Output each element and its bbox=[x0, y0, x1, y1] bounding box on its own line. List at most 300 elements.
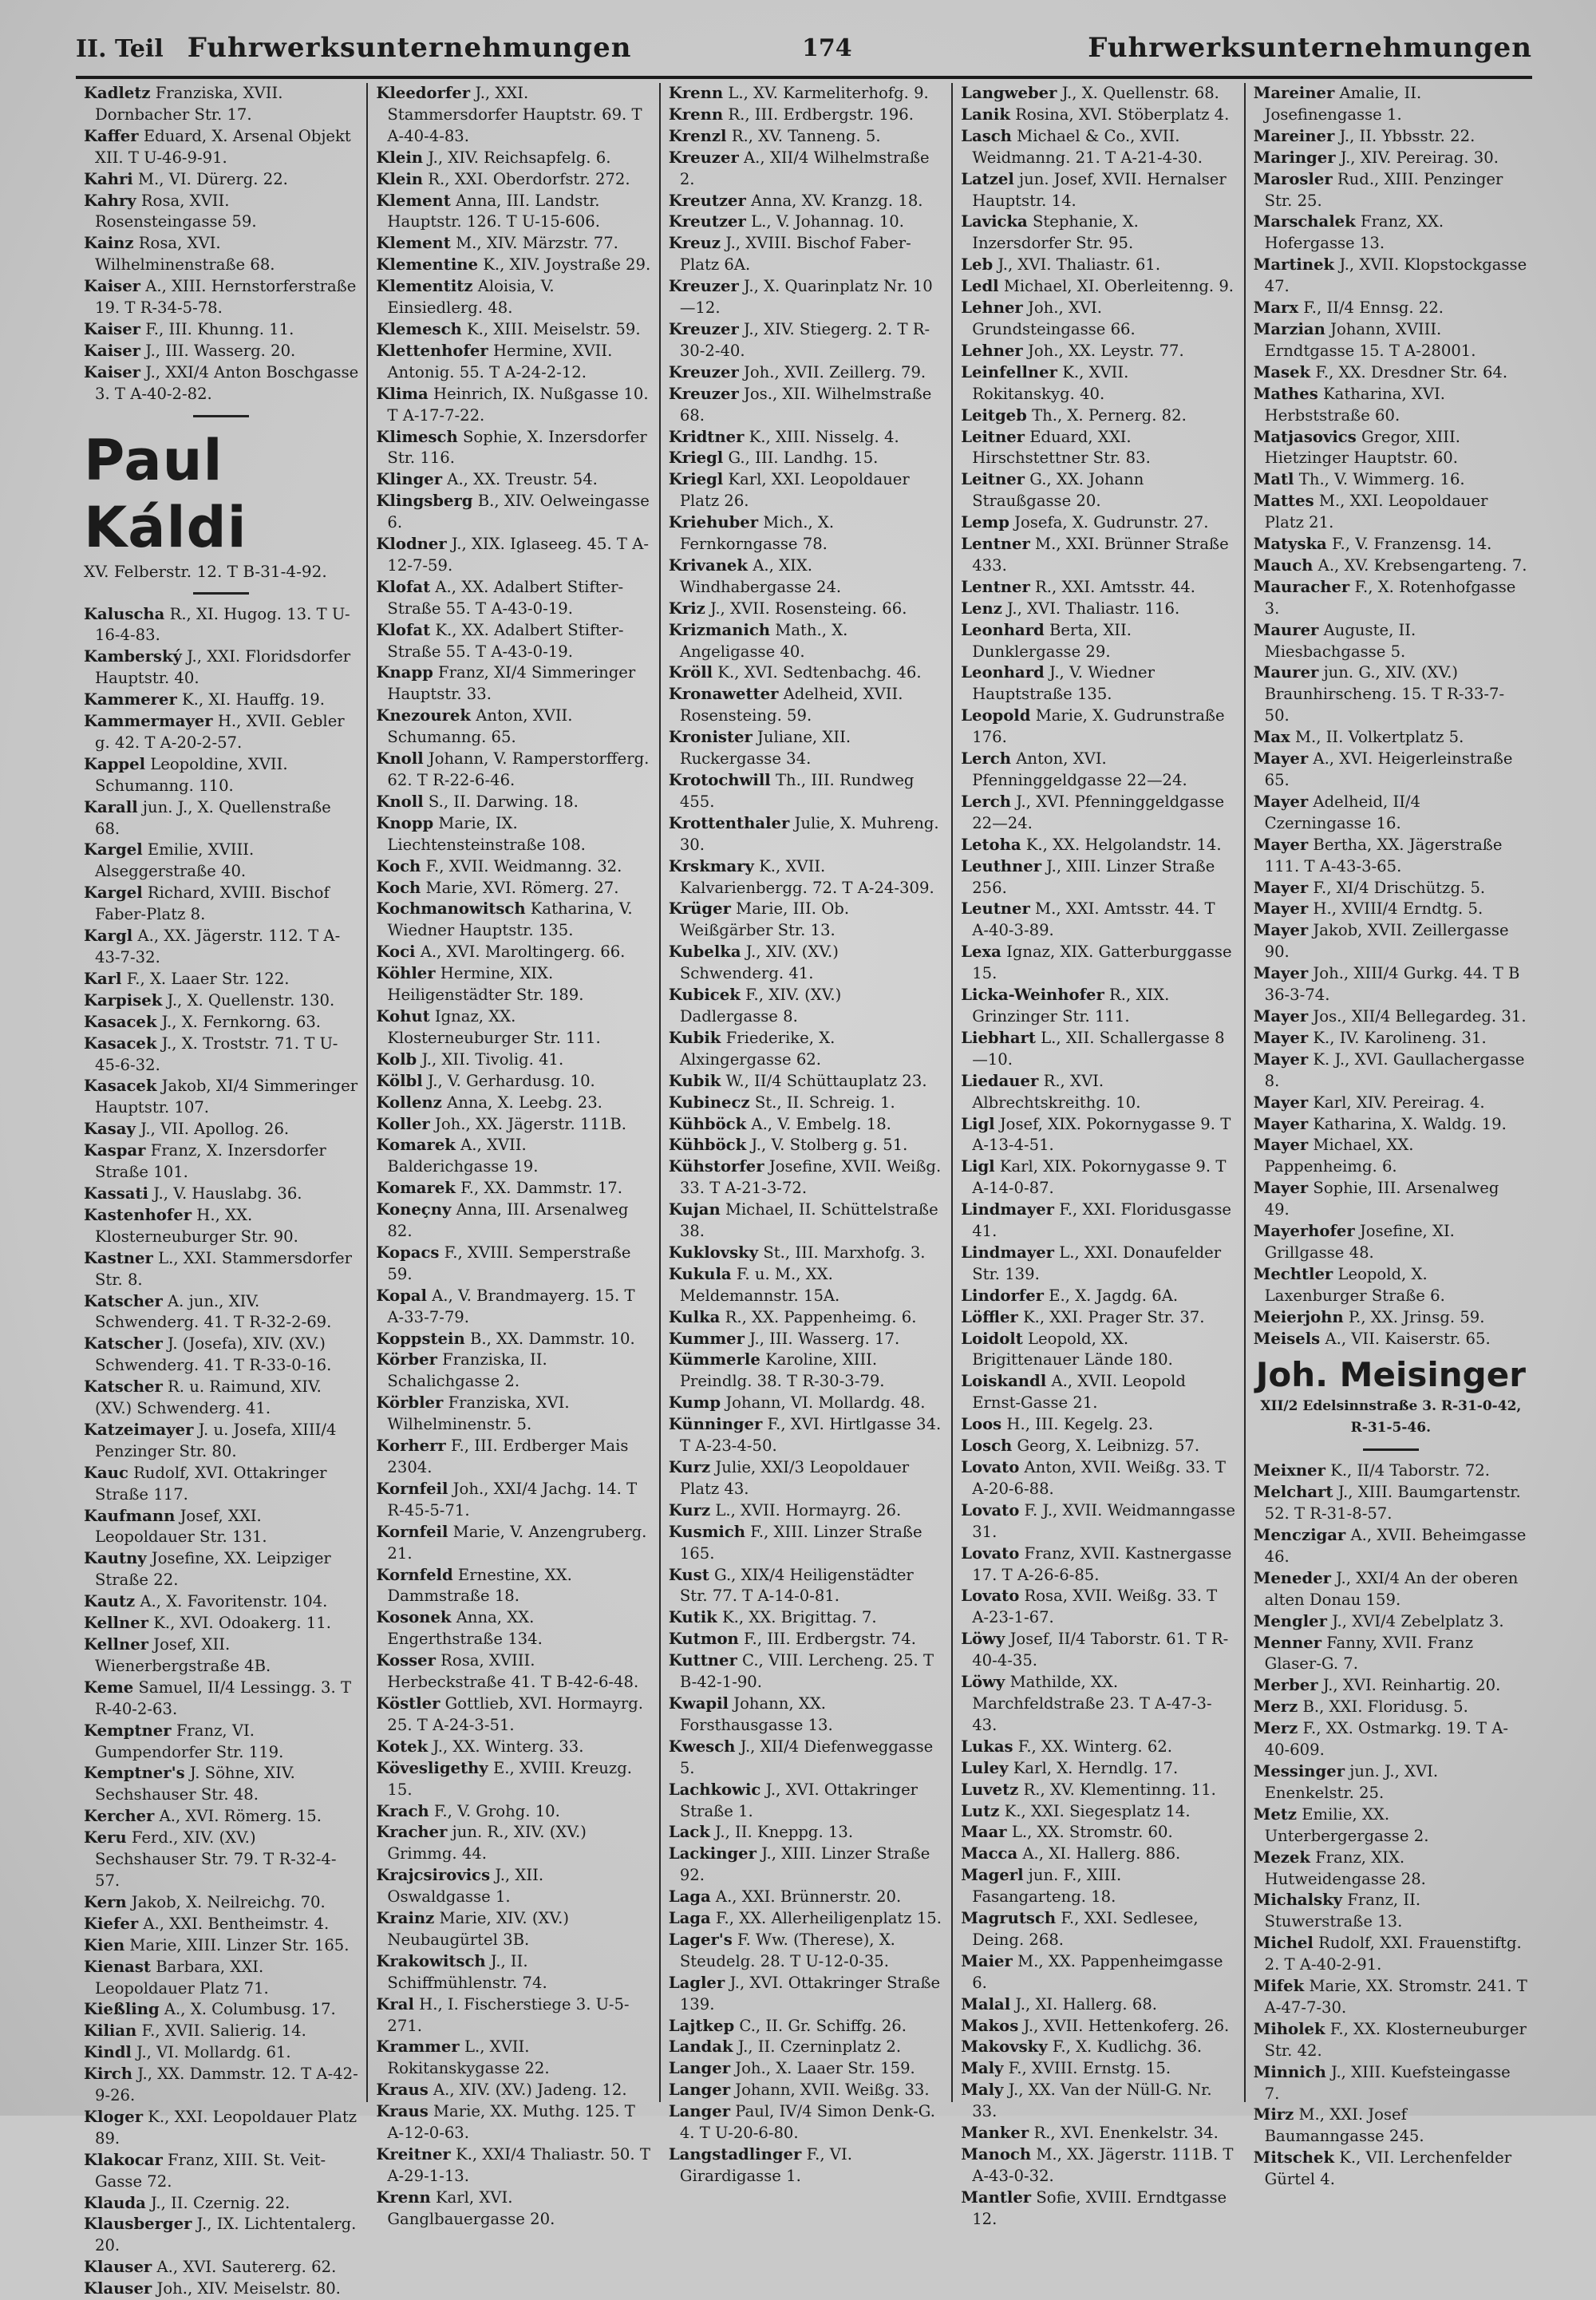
entry-details: E., XVIII. Kreuzg. 15. bbox=[387, 1758, 633, 1799]
directory-entry bbox=[1254, 1718, 1528, 1761]
directory-entry bbox=[1254, 835, 1528, 878]
directory-entry bbox=[376, 1737, 650, 1758]
directory-entry bbox=[1254, 384, 1528, 427]
directory-entry bbox=[1254, 83, 1528, 126]
entry-details: Michael, XI. Oberleitenng. 9. bbox=[1003, 277, 1235, 296]
entry-details: L., XVII. Rokitanskygasse 22. bbox=[387, 2037, 550, 2078]
entry-name: Klima bbox=[376, 384, 429, 403]
entry-details: Joh., X. Laaer Str. 159. bbox=[735, 2059, 915, 2078]
directory-entry bbox=[376, 899, 650, 942]
directory-entry bbox=[1254, 1307, 1528, 1329]
directory-entry bbox=[376, 1650, 650, 1693]
directory-entry bbox=[669, 126, 943, 148]
directory-entry bbox=[961, 2037, 1235, 2058]
directory-entry bbox=[1254, 1264, 1528, 1307]
directory-entry bbox=[376, 83, 650, 148]
entry-name: Lovato bbox=[961, 1458, 1020, 1476]
entry-name: Kridtner bbox=[668, 427, 745, 446]
entry-details: J. (Josefa), XIV. (XV.) Schwenderg. 41. T R-33-0-16. bbox=[95, 1334, 332, 1375]
page-number: 174 bbox=[802, 34, 852, 62]
entry-name: Mayer bbox=[1253, 792, 1309, 811]
directory-entry bbox=[669, 1500, 943, 1522]
directory-entry bbox=[669, 1350, 943, 1393]
header-rule bbox=[76, 76, 1532, 79]
entry-name: Klausberger bbox=[84, 2215, 192, 2234]
entry-details: Anton, XVII. Weißg. 33. T A-20-6-88. bbox=[972, 1458, 1226, 1498]
directory-entry bbox=[961, 1436, 1235, 1457]
directory-entry bbox=[84, 1420, 358, 1463]
entry-name: Klofat bbox=[376, 577, 431, 596]
directory-entry bbox=[376, 1350, 650, 1393]
entry-details: K., XVII. Rokitanskyg. 40. bbox=[972, 362, 1129, 403]
entry-name: Max bbox=[1253, 728, 1290, 747]
directory-entry bbox=[669, 2058, 943, 2080]
directory-entry bbox=[961, 1156, 1235, 1199]
entry-name: Kölbl bbox=[376, 1071, 423, 1090]
entry-name: Mayer bbox=[1253, 1093, 1309, 1112]
entry-details: J., XX. Winterg. 33. bbox=[433, 1737, 584, 1756]
directory-entry bbox=[961, 856, 1235, 899]
entry-name: Körber bbox=[376, 1350, 437, 1369]
entry-name: Kopal bbox=[376, 1286, 427, 1305]
directory-entry bbox=[961, 1822, 1235, 1844]
entry-name: Kümmerle bbox=[668, 1350, 760, 1369]
directory-entry bbox=[376, 384, 650, 427]
entry-details: Bertha, XX. Jägerstraße 111. T A-43-3-65. bbox=[1264, 835, 1503, 875]
entry-details: Joh., XVI. Grundsteingasse 66. bbox=[972, 298, 1136, 338]
entry-name: Kaiser bbox=[84, 341, 140, 360]
entry-details: M., XX. Pappenheimgasse 6. bbox=[972, 1951, 1223, 1992]
entry-name: Kotek bbox=[376, 1737, 429, 1756]
entry-name: Liebhart bbox=[961, 1028, 1036, 1047]
entry-name: Malal bbox=[961, 1994, 1011, 2013]
entry-details: Th., V. Wimmerg. 16. bbox=[1298, 470, 1465, 489]
directory-entry bbox=[961, 1758, 1235, 1780]
entry-details: M., XXI. Amtsstr. 44. T A-40-3-89. bbox=[972, 899, 1215, 940]
directory-entry bbox=[669, 148, 943, 191]
entry-name: Kiefer bbox=[84, 1914, 139, 1933]
entry-details: Franz, XVII. Kastnergasse 17. T A-26-6-85. bbox=[972, 1543, 1232, 1584]
directory-entry bbox=[669, 1093, 943, 1114]
directory-entry bbox=[669, 1629, 943, 1650]
entry-details: Michael, II. Schüttelstraße 38. bbox=[679, 1200, 938, 1241]
entry-name: Mantler bbox=[961, 2187, 1032, 2207]
directory-entry bbox=[1254, 577, 1528, 620]
entry-name: Maly bbox=[961, 2081, 1004, 2100]
entry-details: Julie, XXI/3 Leopoldauer Platz 43. bbox=[679, 1458, 910, 1498]
entry-name: Mareiner bbox=[1253, 84, 1335, 102]
entry-name: Lehner bbox=[961, 341, 1023, 360]
entry-details: L., XXI. Stammersdorfer Str. 8. bbox=[95, 1248, 352, 1289]
entry-name: Lehner bbox=[961, 298, 1023, 318]
directory-entry bbox=[84, 1248, 358, 1291]
entry-details: K., XVI. Odoakerg. 11. bbox=[153, 1614, 331, 1633]
entry-details: J., XXI/4 Anton Boschgasse 3. T A-40-2-82. bbox=[95, 362, 359, 403]
directory-entry bbox=[961, 1672, 1235, 1737]
entry-name: Loiskandl bbox=[961, 1372, 1047, 1391]
directory-entry bbox=[961, 662, 1235, 705]
entry-name: Kaffer bbox=[84, 126, 139, 145]
entry-name: Karall bbox=[84, 797, 138, 816]
entry-name: Kaluscha bbox=[84, 604, 165, 623]
entry-name: Lavicka bbox=[961, 212, 1028, 231]
entry-details: F., XI/4 Drischützg. 5. bbox=[1313, 878, 1486, 897]
entry-name: Mareiner bbox=[1253, 126, 1335, 145]
entry-name: Koch bbox=[376, 856, 421, 875]
entry-name: Kammerer bbox=[84, 690, 177, 709]
directory-entry bbox=[376, 1049, 650, 1071]
entry-name: Kienast bbox=[84, 1957, 151, 1976]
directory-entry bbox=[1254, 2019, 1528, 2062]
entry-details: S., II. Darwing. 18. bbox=[428, 792, 579, 811]
directory-entry bbox=[376, 813, 650, 856]
directory-entry bbox=[376, 2187, 650, 2231]
entry-name: Latzel bbox=[961, 169, 1014, 188]
entry-details: K., XI. Hauffg. 19. bbox=[182, 690, 325, 709]
entry-name: Kaspar bbox=[84, 1141, 146, 1160]
entry-details: A., XI. Hallerg. 886. bbox=[1022, 1844, 1181, 1863]
directory-entry bbox=[669, 727, 943, 770]
directory-entry bbox=[376, 749, 650, 792]
entry-details: Rudolf, XXI. Frauenstiftg. 2. T A-40-2-91. bbox=[1264, 1934, 1522, 1974]
entry-details: Katharina, V. Wiedner Hauptstr. 135. bbox=[387, 899, 633, 940]
entry-details: J., XVI. Reinhartig. 20. bbox=[1322, 1676, 1501, 1695]
entry-name: Mayer bbox=[1253, 1136, 1309, 1155]
entry-details: Leopold, XX. Brigittenauer Lände 180. bbox=[972, 1329, 1173, 1369]
directory-entry bbox=[669, 2016, 943, 2037]
entry-name: Klimesch bbox=[376, 427, 458, 446]
entry-details: Rosa, XVI. Wilhelminenstraße 68. bbox=[95, 234, 275, 275]
directory-entry bbox=[84, 2214, 358, 2257]
entry-name: Klement bbox=[376, 191, 451, 210]
directory-entry bbox=[669, 276, 943, 319]
entry-details: J., II. Ybbsstr. 22. bbox=[1339, 126, 1476, 145]
directory-entry bbox=[669, 1156, 943, 1199]
entry-name: Magerl bbox=[961, 1866, 1024, 1885]
entry-details: F., XXI. Floridusgasse 41. bbox=[972, 1200, 1231, 1241]
directory-entry bbox=[84, 797, 358, 840]
part-label: II. Teil bbox=[76, 35, 164, 63]
directory-entry bbox=[669, 448, 943, 469]
directory-entry bbox=[1254, 749, 1528, 792]
entry-details: J., XVI. Thaliastr. 116. bbox=[1007, 599, 1180, 618]
directory-entry bbox=[961, 512, 1235, 534]
directory-entry bbox=[376, 1801, 650, 1823]
entry-name: Knoll bbox=[376, 792, 424, 811]
entry-name: Kriehuber bbox=[668, 513, 759, 532]
entry-details: Joh., XXI/4 Jachg. 14. T R-45-5-71. bbox=[387, 1479, 638, 1520]
entry-details: C., II. Gr. Schiffg. 26. bbox=[739, 2016, 907, 2035]
entry-details: J. u. Josefa, XIII/4 Penzinger Str. 80. bbox=[95, 1420, 337, 1460]
directory-entry bbox=[961, 341, 1235, 362]
entry-name: Komarek bbox=[376, 1136, 456, 1155]
entry-name: Kulka bbox=[668, 1307, 721, 1326]
entry-details: H., XVII. Gebler g. 42. T A-20-2-57. bbox=[95, 712, 345, 752]
entry-name: Klementine bbox=[376, 255, 478, 275]
directory-entry bbox=[669, 1307, 943, 1329]
entry-name: Kochmanowitsch bbox=[376, 899, 526, 919]
entry-details: Franz, XX. Hofergasse 13. bbox=[1264, 212, 1444, 253]
entry-name: Luley bbox=[961, 1758, 1009, 1777]
directory-entry bbox=[376, 577, 650, 620]
entry-name: Maurer bbox=[1253, 620, 1319, 639]
directory-entry bbox=[84, 1463, 358, 1506]
entry-name: Klingsberg bbox=[376, 492, 473, 511]
entry-details: Franz, X. Inzersdorfer Straße 101. bbox=[95, 1141, 326, 1182]
entry-details: A., XVI. Römerg. 15. bbox=[159, 1807, 322, 1826]
directory-entry bbox=[961, 1780, 1235, 1801]
entry-details: J., XVI/4 Zebelplatz 3. bbox=[1332, 1611, 1504, 1630]
entry-details: J., XVI. Ottakringer Straße 139. bbox=[679, 1973, 941, 2013]
directory-entry bbox=[84, 1828, 358, 1892]
entry-name: Kwapil bbox=[668, 1693, 729, 1713]
entry-name: Lexa bbox=[961, 943, 1001, 962]
directory-entry bbox=[1254, 1568, 1528, 1611]
entry-name: Lentner bbox=[961, 577, 1030, 596]
directory-entry bbox=[669, 427, 943, 449]
entry-name: Kellner bbox=[84, 1635, 148, 1654]
entry-details: Marie, XVI. Römerg. 27. bbox=[425, 878, 619, 897]
directory-entry bbox=[1254, 1933, 1528, 1976]
directory-entry bbox=[1254, 1890, 1528, 1933]
entry-name: Merz bbox=[1253, 1697, 1298, 1717]
directory-entry bbox=[669, 1650, 943, 1693]
directory-entry bbox=[961, 792, 1235, 835]
entry-details: J., XVI. Ottakringer Straße 1. bbox=[679, 1780, 918, 1820]
entry-details: Johann, XX. Forsthausgasse 13. bbox=[679, 1693, 833, 1734]
entry-details: Joh., XX. Jägerstr. 111B. bbox=[435, 1114, 626, 1133]
directory-entry bbox=[84, 1334, 358, 1377]
entry-details: J., II. Kneppg. 13. bbox=[715, 1823, 854, 1842]
directory-entry bbox=[376, 1135, 650, 1178]
entry-details: Anna, III. Landstr. Hauptstr. 126. T U-15-606. bbox=[387, 191, 600, 231]
directory-entry bbox=[376, 169, 650, 191]
running-title-left: Fuhrwerksunternehmungen bbox=[187, 32, 632, 64]
entry-details: R., XV. Tanneng. 5. bbox=[731, 126, 881, 145]
entry-name: Klauser bbox=[84, 2279, 152, 2298]
entry-name: Kurz bbox=[668, 1458, 711, 1476]
directory-entry bbox=[84, 990, 358, 1012]
directory-entry bbox=[376, 963, 650, 1006]
entry-details: J., XXI/4 An der oberen alten Donau 159. bbox=[1264, 1568, 1519, 1609]
entry-name: Marosler bbox=[1253, 169, 1333, 188]
entry-details: J., VI. Mollardg. 61. bbox=[136, 2043, 291, 2062]
entry-details: L., XX. Stromstr. 60. bbox=[1011, 1823, 1173, 1842]
entry-details: J., V. Wiedner Hauptstraße 135. bbox=[972, 663, 1155, 704]
entry-details: R. u. Raimund, XIV. (XV.) Schwenderg. 41. bbox=[95, 1377, 322, 1418]
entry-details: L., XVII. Hormayrg. 26. bbox=[715, 1500, 902, 1520]
entry-name: Lajtkep bbox=[668, 2016, 735, 2035]
directory-entry bbox=[961, 1414, 1235, 1436]
directory-entry bbox=[84, 1634, 358, 1678]
entry-details: F., VI. Girardigasse 1. bbox=[679, 2145, 852, 2185]
directory-entry bbox=[669, 1887, 943, 1908]
directory-entry bbox=[376, 1436, 650, 1479]
directory-entry bbox=[961, 942, 1235, 985]
entry-details: A., V. Embelg. 18. bbox=[751, 1114, 891, 1133]
entry-details: K., XIV. Joystraße 29. bbox=[483, 255, 651, 275]
directory-entry bbox=[84, 646, 358, 690]
entry-details: Franziska, XVI. Wilhelminenstr. 5. bbox=[387, 1393, 570, 1434]
entry-details: A., VII. Kaiserstr. 65. bbox=[1325, 1329, 1491, 1348]
entry-details: Sofie, XVIII. Erndtgasse 12. bbox=[972, 2187, 1227, 2228]
directory-entry bbox=[669, 384, 943, 427]
directory-entry bbox=[1254, 1329, 1528, 1350]
entry-details: B., XX. Dammstr. 10. bbox=[469, 1329, 635, 1348]
entry-name: Meixner bbox=[1253, 1461, 1325, 1480]
directory-entry bbox=[961, 469, 1235, 512]
entry-name: Macca bbox=[961, 1844, 1018, 1863]
directory-entry bbox=[961, 1457, 1235, 1500]
directory-entry bbox=[669, 319, 943, 362]
directory-entry bbox=[669, 1135, 943, 1156]
entry-details: A., XIII. Hernstorferstraße 19. T R-34-5-78. bbox=[95, 277, 357, 318]
directory-entry bbox=[376, 1286, 650, 1329]
entry-details: Marie, V. Anzengruberg. 21. bbox=[387, 1522, 647, 1563]
entry-name: Kummer bbox=[668, 1329, 745, 1348]
entry-name: Kießling bbox=[84, 2000, 160, 2019]
directory-entry bbox=[84, 362, 358, 405]
entry-name: Kolb bbox=[376, 1049, 417, 1069]
entry-name: Ledl bbox=[961, 277, 999, 296]
entry-name: Kukula bbox=[668, 1264, 732, 1283]
entry-details: Gottlieb, XVI. Hormayrg. 25. T A-24-3-51. bbox=[387, 1693, 643, 1734]
directory-entry bbox=[1254, 1049, 1528, 1093]
entry-name: Karl bbox=[84, 969, 122, 988]
entry-details: J., XIV. Reichsapfelg. 6. bbox=[428, 148, 611, 167]
entry-name: Maar bbox=[961, 1823, 1007, 1842]
entry-details: K., II/4 Taborstr. 72. bbox=[1330, 1461, 1490, 1480]
entry-name: Kreuzer bbox=[668, 362, 739, 381]
directory-entry bbox=[961, 2144, 1235, 2187]
directory-entry bbox=[669, 1114, 943, 1136]
entry-details: Franziska, XVII. Dornbacher Str. 17. bbox=[95, 84, 283, 124]
directory-entry bbox=[376, 2101, 650, 2144]
advertisement-address: XV. Felberstr. 12. T B-31-4-92. bbox=[84, 561, 327, 581]
directory-entry bbox=[376, 1693, 650, 1737]
directory-entry bbox=[669, 1199, 943, 1243]
entry-name: Mauch bbox=[1253, 555, 1314, 575]
directory-entry bbox=[1254, 1028, 1528, 1049]
entry-details: J., XVII. Rosensteing. 66. bbox=[709, 599, 907, 618]
entry-name: Klakocar bbox=[84, 2150, 163, 2169]
directory-entry bbox=[961, 126, 1235, 169]
entry-name: Krajcsirovics bbox=[376, 1866, 491, 1885]
entry-name: Mayer bbox=[1253, 835, 1309, 854]
entry-details: A., X. Favoritenstr. 104. bbox=[140, 1592, 328, 1611]
entry-details: J., III. Wasserg. 17. bbox=[749, 1329, 900, 1348]
entry-details: Anton, XVII. Schumanng. 65. bbox=[387, 706, 573, 747]
directory-entry bbox=[669, 1329, 943, 1350]
entry-details: K., XXI. Leopoldauer Platz 89. bbox=[95, 2107, 358, 2148]
directory-entry bbox=[669, 555, 943, 599]
entry-details: Juliane, XII. Ruckergasse 34. bbox=[679, 728, 851, 769]
directory-entry bbox=[669, 191, 943, 212]
entry-details: St., III. Marxhofg. 3. bbox=[763, 1243, 926, 1262]
entry-details: M., XXI. Brünner Straße 433. bbox=[972, 535, 1229, 575]
directory-entry bbox=[669, 105, 943, 126]
entry-details: Johann, V. Ramperstorfferg. 62. T R-22-6-46. bbox=[387, 749, 650, 789]
directory-entry bbox=[961, 985, 1235, 1028]
entry-details: A., XVII. Leopold Ernst-Gasse 21. bbox=[972, 1372, 1186, 1413]
entry-details: Jos., XII/4 Bellegardeg. 31. bbox=[1313, 1006, 1527, 1026]
entry-details: G., XIX/4 Heiligenstädter Str. 77. T A-14-0-81. bbox=[679, 1565, 914, 1606]
directory-entry bbox=[961, 835, 1235, 856]
directory-entry bbox=[1254, 1697, 1528, 1718]
entry-details: Josef, XII. Wienerbergstraße 4B. bbox=[95, 1635, 271, 1675]
entry-details: K., XX. Adalbert Stifter-Straße 55. T A-43-0-19. bbox=[387, 620, 624, 661]
entry-details: Auguste, II. Miesbachgasse 5. bbox=[1264, 620, 1416, 661]
directory-entry bbox=[376, 427, 650, 470]
directory-entry bbox=[669, 211, 943, 233]
directory-entry bbox=[669, 1908, 943, 1930]
entry-details: K., XIII. Nisselg. 4. bbox=[749, 427, 899, 446]
entry-details: Joh., XIV. Meiselstr. 80. bbox=[156, 2279, 341, 2298]
entry-name: Löwy bbox=[961, 1673, 1005, 1692]
entry-name: Maurer bbox=[1253, 663, 1319, 682]
entry-details: Johann, XVII. Weißg. 33. bbox=[735, 2081, 930, 2100]
entry-details: Karl, XIX. Pokornygasse 9. T A-14-0-87. bbox=[972, 1157, 1227, 1198]
directory-entry bbox=[1254, 2062, 1528, 2105]
entry-details: F. J., XVII. Weidmanngasse 31. bbox=[972, 1500, 1235, 1541]
entry-name: Manker bbox=[961, 2124, 1029, 2143]
entry-name: Mengler bbox=[1253, 1611, 1327, 1630]
directory-entry bbox=[1254, 2104, 1528, 2148]
entry-details: F., III. Erdberger Mais 2304. bbox=[387, 1437, 629, 1476]
entry-name: Liedauer bbox=[961, 1071, 1039, 1090]
directory-entry bbox=[84, 233, 358, 276]
directory-entry bbox=[961, 899, 1235, 942]
entry-name: Krenn bbox=[668, 105, 724, 124]
directory-entry bbox=[84, 341, 358, 362]
entry-name: Katscher bbox=[84, 1377, 163, 1397]
entry-name: Losch bbox=[961, 1437, 1013, 1456]
entry-details: A., XXI. Bentheimstr. 4. bbox=[143, 1914, 330, 1933]
directory-entry bbox=[84, 1806, 358, 1828]
entry-details: M., VI. Dürerg. 22. bbox=[137, 169, 288, 188]
directory-entry bbox=[376, 191, 650, 234]
directory-entry bbox=[669, 1457, 943, 1500]
entry-name: Kreuzer bbox=[668, 319, 739, 338]
entry-name: Kornfeil bbox=[376, 1479, 448, 1498]
directory-entry bbox=[1254, 2148, 1528, 2191]
directory-columns bbox=[76, 83, 1536, 2298]
entry-name: Leitner bbox=[961, 470, 1025, 489]
directory-entry bbox=[961, 1994, 1235, 2016]
entry-name: Kammermayer bbox=[84, 712, 213, 731]
directory-entry bbox=[669, 1264, 943, 1307]
directory-entry bbox=[1254, 362, 1528, 384]
entry-details: Josef, XXI. Leopoldauer Str. 131. bbox=[95, 1506, 267, 1547]
entry-details: A., XVII. Beheimgasse 46. bbox=[1264, 1526, 1527, 1566]
entry-details: Franziska, II. Schalichgasse 2. bbox=[387, 1350, 547, 1391]
entry-name: Mechtler bbox=[1253, 1264, 1333, 1283]
entry-name: Mayer bbox=[1253, 1006, 1309, 1026]
entry-details: B., XIV. Oelweingasse 6. bbox=[387, 492, 650, 532]
entry-details: Franz, XIII. St. Veit-Gasse 72. bbox=[95, 2150, 326, 2191]
entry-details: Katharina, XVI. Herbststraße 60. bbox=[1264, 384, 1445, 425]
entry-name: Mifek bbox=[1253, 1977, 1305, 1996]
entry-name: Krenzl bbox=[668, 126, 727, 145]
entry-details: J., III. Wasserg. 20. bbox=[145, 341, 296, 360]
directory-entry bbox=[1254, 920, 1528, 963]
entry-details: Th., III. Rundweg 455. bbox=[679, 771, 915, 811]
entry-name: Kasacek bbox=[84, 1012, 157, 1031]
entry-name: Kriegl bbox=[668, 449, 724, 468]
directory-entry bbox=[84, 969, 358, 990]
advertisement-name: Joh. Meisinger bbox=[1255, 1355, 1526, 1395]
directory-entry bbox=[376, 1093, 650, 1114]
